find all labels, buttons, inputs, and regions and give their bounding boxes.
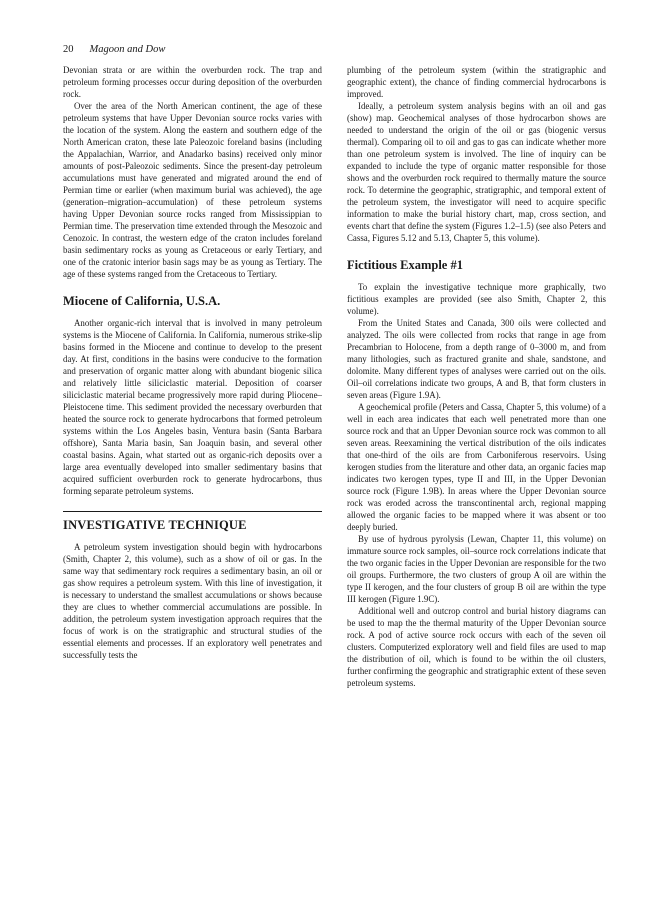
paragraph: plumbing of the petroleum system (within the stratigraphic and geographic extent), the chance of finding commercial hydrocarbons is improved. (347, 65, 606, 99)
paragraph: Additional well and outcrop control and burial history diagrams can be used to map the the thermal maturity of the Upper Devonian source rock. A pod of active source rock occurs with each of the seven oil clusters. Computerized exploratory well and field files are used to map the distribution of oil, which is found to be within the oil clusters, further confirming the geographic and stratigraphic extent of these seven petroleum systems. (347, 606, 606, 688)
left-column (63, 64, 322, 661)
section-heading-fictitious-example: Fictitious Example #1 (347, 258, 463, 272)
section-heading-investigative-technique: INVESTIGATIVE TECHNIQUE (63, 511, 322, 532)
running-head-authors: Magoon and Dow (89, 44, 166, 55)
paragraph: Over the area of the North American continent, the age of these petroleum systems that have Upper Devonian source rocks varies with the location of the system. Along the eastern and southern edge of the North American craton, these late Paleozoic foreland basins (including the Appalachian, Warrior, and Anadarko basins) received only minor amounts of post-Paleozoic sediments. Since the present-day petroleum accumulations must have generated and migrated around the end of Permian time or earlier (when maximum burial was achieved), the age (generation–migration–accumulation) of these petroleum systems having Upper Devonian source rocks ranged from Mississippian to Permian time. The preservation time extended through the Mesozoic and Cenozoic. In contrast, the western edge of the craton includes foreland basin sedimentary rocks as young as Cretaceous or early Tertiary, and one of the cratonic interior basin sags may be as young as Tertiary. The age of these systems ranged from the Cretaceous to Tertiary. (63, 101, 322, 279)
paragraph: From the United States and Canada, 300 oils were collected and analyzed. The oils were collected from rocks that range in age from Precambrian to Holocene, from a depth range of 0–3000 m, and from many lithologies, such as fractured granite and shale, sandstone, and dolomite. Many different types of analyses were carried out on the oils. Oil–oil correlations indicate two groups, A and B, that form clusters in seven areas (Figure 1.9A). (347, 318, 606, 400)
section-heading-miocene: Miocene of California, U.S.A. (63, 294, 221, 308)
paragraph: By use of hydrous pyrolysis (Lewan, Chapter 11, this volume) on immature source rock samples, oil–source rock correlations indicate that the two organic facies in the Upper Devonian are responsible for the two oil groups. Furthermore, the two clusters of group A oil are within the type II kerogen, and the four clusters of group B oil are within the type III kerogen (Figure 1.9C). (347, 534, 606, 604)
right-column (347, 64, 606, 689)
paragraph: A geochemical profile (Peters and Cassa, Chapter 5, this volume) of a well in each area indicates that each well penetrated more than one source rock and that an Upper Devonian source rock was common to all seven areas. Reexamining the vertical distribution of the oils indicates that one-third of the oils are from Carboniferous reservoirs. Using kerogen studies from the literature and other data, an organic facies map indicates two kerogen types, type II and III, in the Upper Devonian source rock (Figure 1.9B). In areas where the Upper Devonian source rock was eroded across the transcontinental arch, regional mapping allowed the organic facies to be mapped where it was absent or too deeply buried. (347, 402, 606, 532)
paragraph: Devonian strata or are within the overburden rock. The trap and petroleum forming processes occur during deposition of the overburden rock. (63, 65, 322, 99)
paragraph: To explain the investigative technique more graphically, two fictitious examples are provided (see also Smith, Chapter 2, this volume). (347, 282, 606, 316)
running-head (63, 44, 165, 55)
paragraph: A petroleum system investigation should begin with hydrocarbons (Smith, Chapter 2, this volume), such as a show of oil or gas. In the same way that sedimentary rock requires a sedimentary basin, an oil or gas show requires a petroleum system. With this line of investigation, it is necessary to understand the smallest accumulations or shows because they are clues to whether commercial accumulations are possible. In addition, the petroleum system investigation approach requires that the focus of work is on the stratigraphic and structural studies of the essential elements and processes. If an exploratory well penetrates and successfully tests the (63, 542, 322, 660)
page-number: 20 (63, 44, 74, 55)
paragraph: Another organic-rich interval that is involved in many petroleum systems is the Miocene of California. In California, numerous strike-slip basins formed in the Miocene and continue to develop to the present day. At first, conditions in the basins were conducive to the formation and preservation of organic matter along with abundant biogenic silica and relatively little siliciclastic material. Deposition of coarser siliciclastic material became progressively more rapid during Pliocene–Pleistocene time. This sediment provided the necessary overburden that heated the source rock to generate hydrocarbons that formed petroleum systems within the Los Angeles basin, Ventura basin (Santa Barbara offshore), Santa Maria basin, San Joaquin basin, and several other coastal basins. Again, what started out as organic-rich deposits over a large area eventually developed into smaller sedimentary basins that acquired sufficient overburden rock to generate hydrocarbons, thus forming separate petroleum systems. (63, 318, 322, 496)
paragraph: Ideally, a petroleum system analysis begins with an oil and gas (show) map. Geochemical analyses of those hydrocarbon shows are needed to understand the origin of the oil or gas (biogenic versus thermal). Comparing oil to oil and gas to gas can indicate whether more than one petroleum system is involved. The line of inquiry can be expanded to include the type of organic matter responsible for those shows and the overburden rock required to thermally mature the source rock. To determine the geographic, stratigraphic, and temporal extent of the petroleum system, the investigator will need to acquire specific information to make the burial history chart, map, cross section, and events chart that define the system (Figures 1.2–1.5) (see also Peters and Cassa, Figures 5.12 and 5.13, Chapter 5, this volume). (347, 101, 606, 243)
